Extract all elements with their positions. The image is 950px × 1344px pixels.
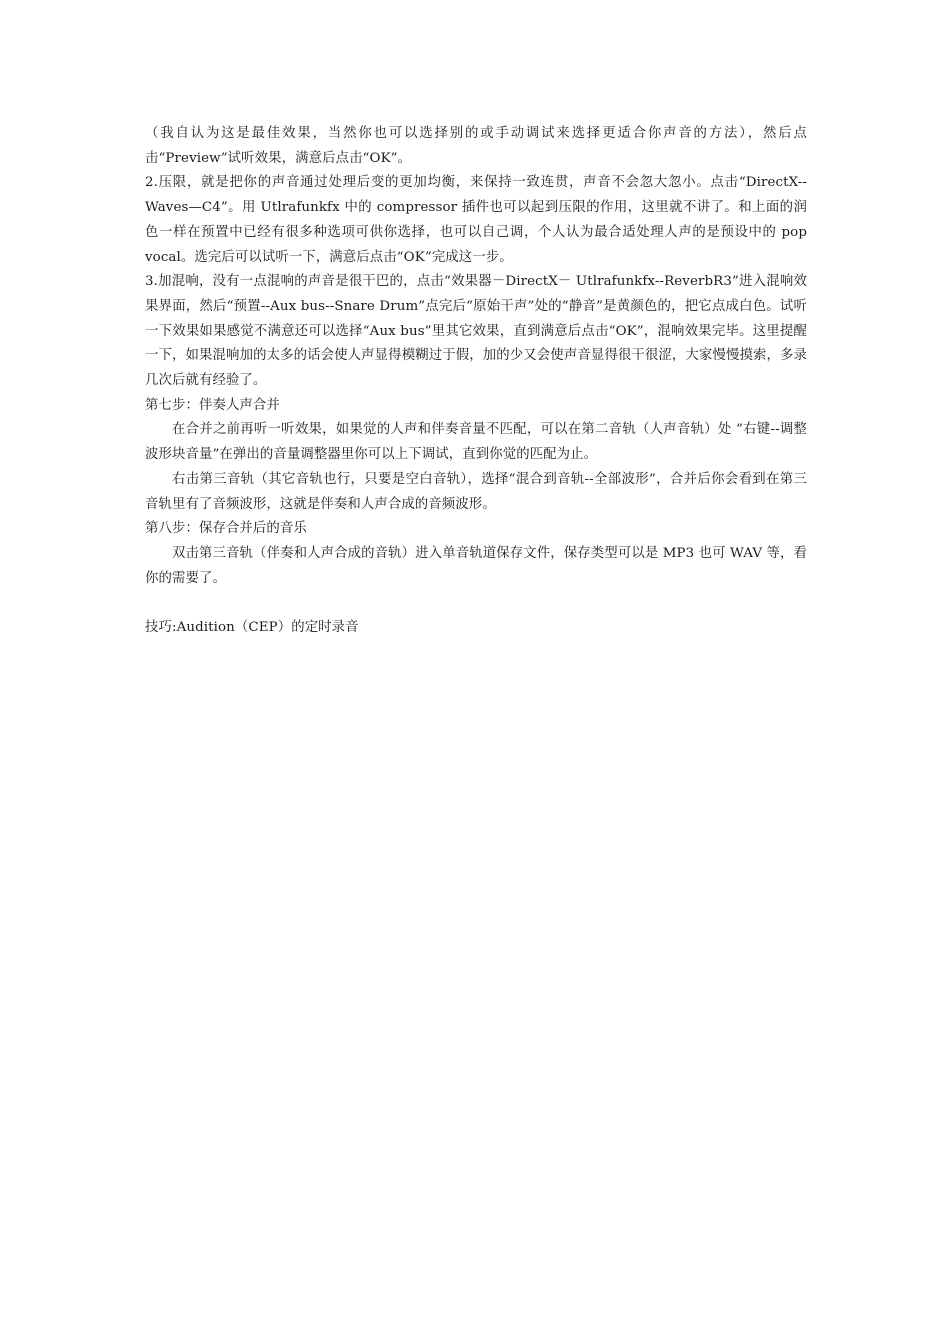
document-body xyxy=(145,122,807,641)
paragraph-save-file: 双击第三音轨（伴奏和人声合成的音轨）进入单音轨道保存文件，保存类型可以是 MP3 也可 WAV 等，看你的需要了。 xyxy=(145,545,807,586)
paragraph-preview: （我自认为这是最佳效果，当然你也可以选择别的或手动调试来选择更适合你声音的方法），然后点击“Preview”试听效果，满意后点击“OK”。 xyxy=(145,126,807,166)
tip-heading: 技巧:Audition（CEP）的定时录音 xyxy=(145,620,359,636)
blank-line xyxy=(145,591,807,616)
paragraph-reverb: 3.加混响，没有一点混响的声音是很干巴的，点击“效果器－DirectX－ Utlrafunkfx--ReverbR3”进入混响效果界面，然后“预置--Aux bus--Snare Drum”点完后“原始干声”处的“静音”是黄颜色的，把它点成白色。试听一下效果如果感觉不满意还可以选择“Aux bus”里其它效果，直到满意后点击“OK”，混响效果完毕。这里提醒一下，如果混响加的太多的话会使人声显得模糊过于假，加的少又会使声音显得很干很涩，大家慢慢摸索，多录几次后就有经验了。 xyxy=(145,274,807,389)
step7-heading: 第七步：伴奏人声合并 xyxy=(145,397,280,413)
paragraph-compressor: 2.压限，就是把你的声音通过处理后变的更加均衡，来保持一致连贯，声音不会忽大忽小。点击“DirectX--Waves—C4”。用 Utlrafunkfx 中的 compressor 插件也可以起到压限的作用，这里就不讲了。和上面的润色一样在预置中已经有很多种选项可供你选择，也可以自己调，个人认为最合适处理人声的是预设中的 pop vocal。选完后可以试听一下，满意后点击“OK”完成这一步。 xyxy=(145,175,807,265)
paragraph-adjust-volume: 在合并之前再听一听效果，如果觉的人声和伴奏音量不匹配，可以在第二音轨（人声音轨）处 “右键--调整波形块音量”在弹出的音量调整器里你可以上下调试，直到你觉的匹配为止。 xyxy=(145,422,807,463)
paragraph-mix-tracks: 右击第三音轨（其它音轨也行，只要是空白音轨），选择“混合到音轨--全部波形”，合并后你会看到在第三音轨里有了音频波形，这就是伴奏和人声合成的音频波形。 xyxy=(145,471,807,512)
step8-heading: 第八步：保存合并后的音乐 xyxy=(145,521,307,537)
